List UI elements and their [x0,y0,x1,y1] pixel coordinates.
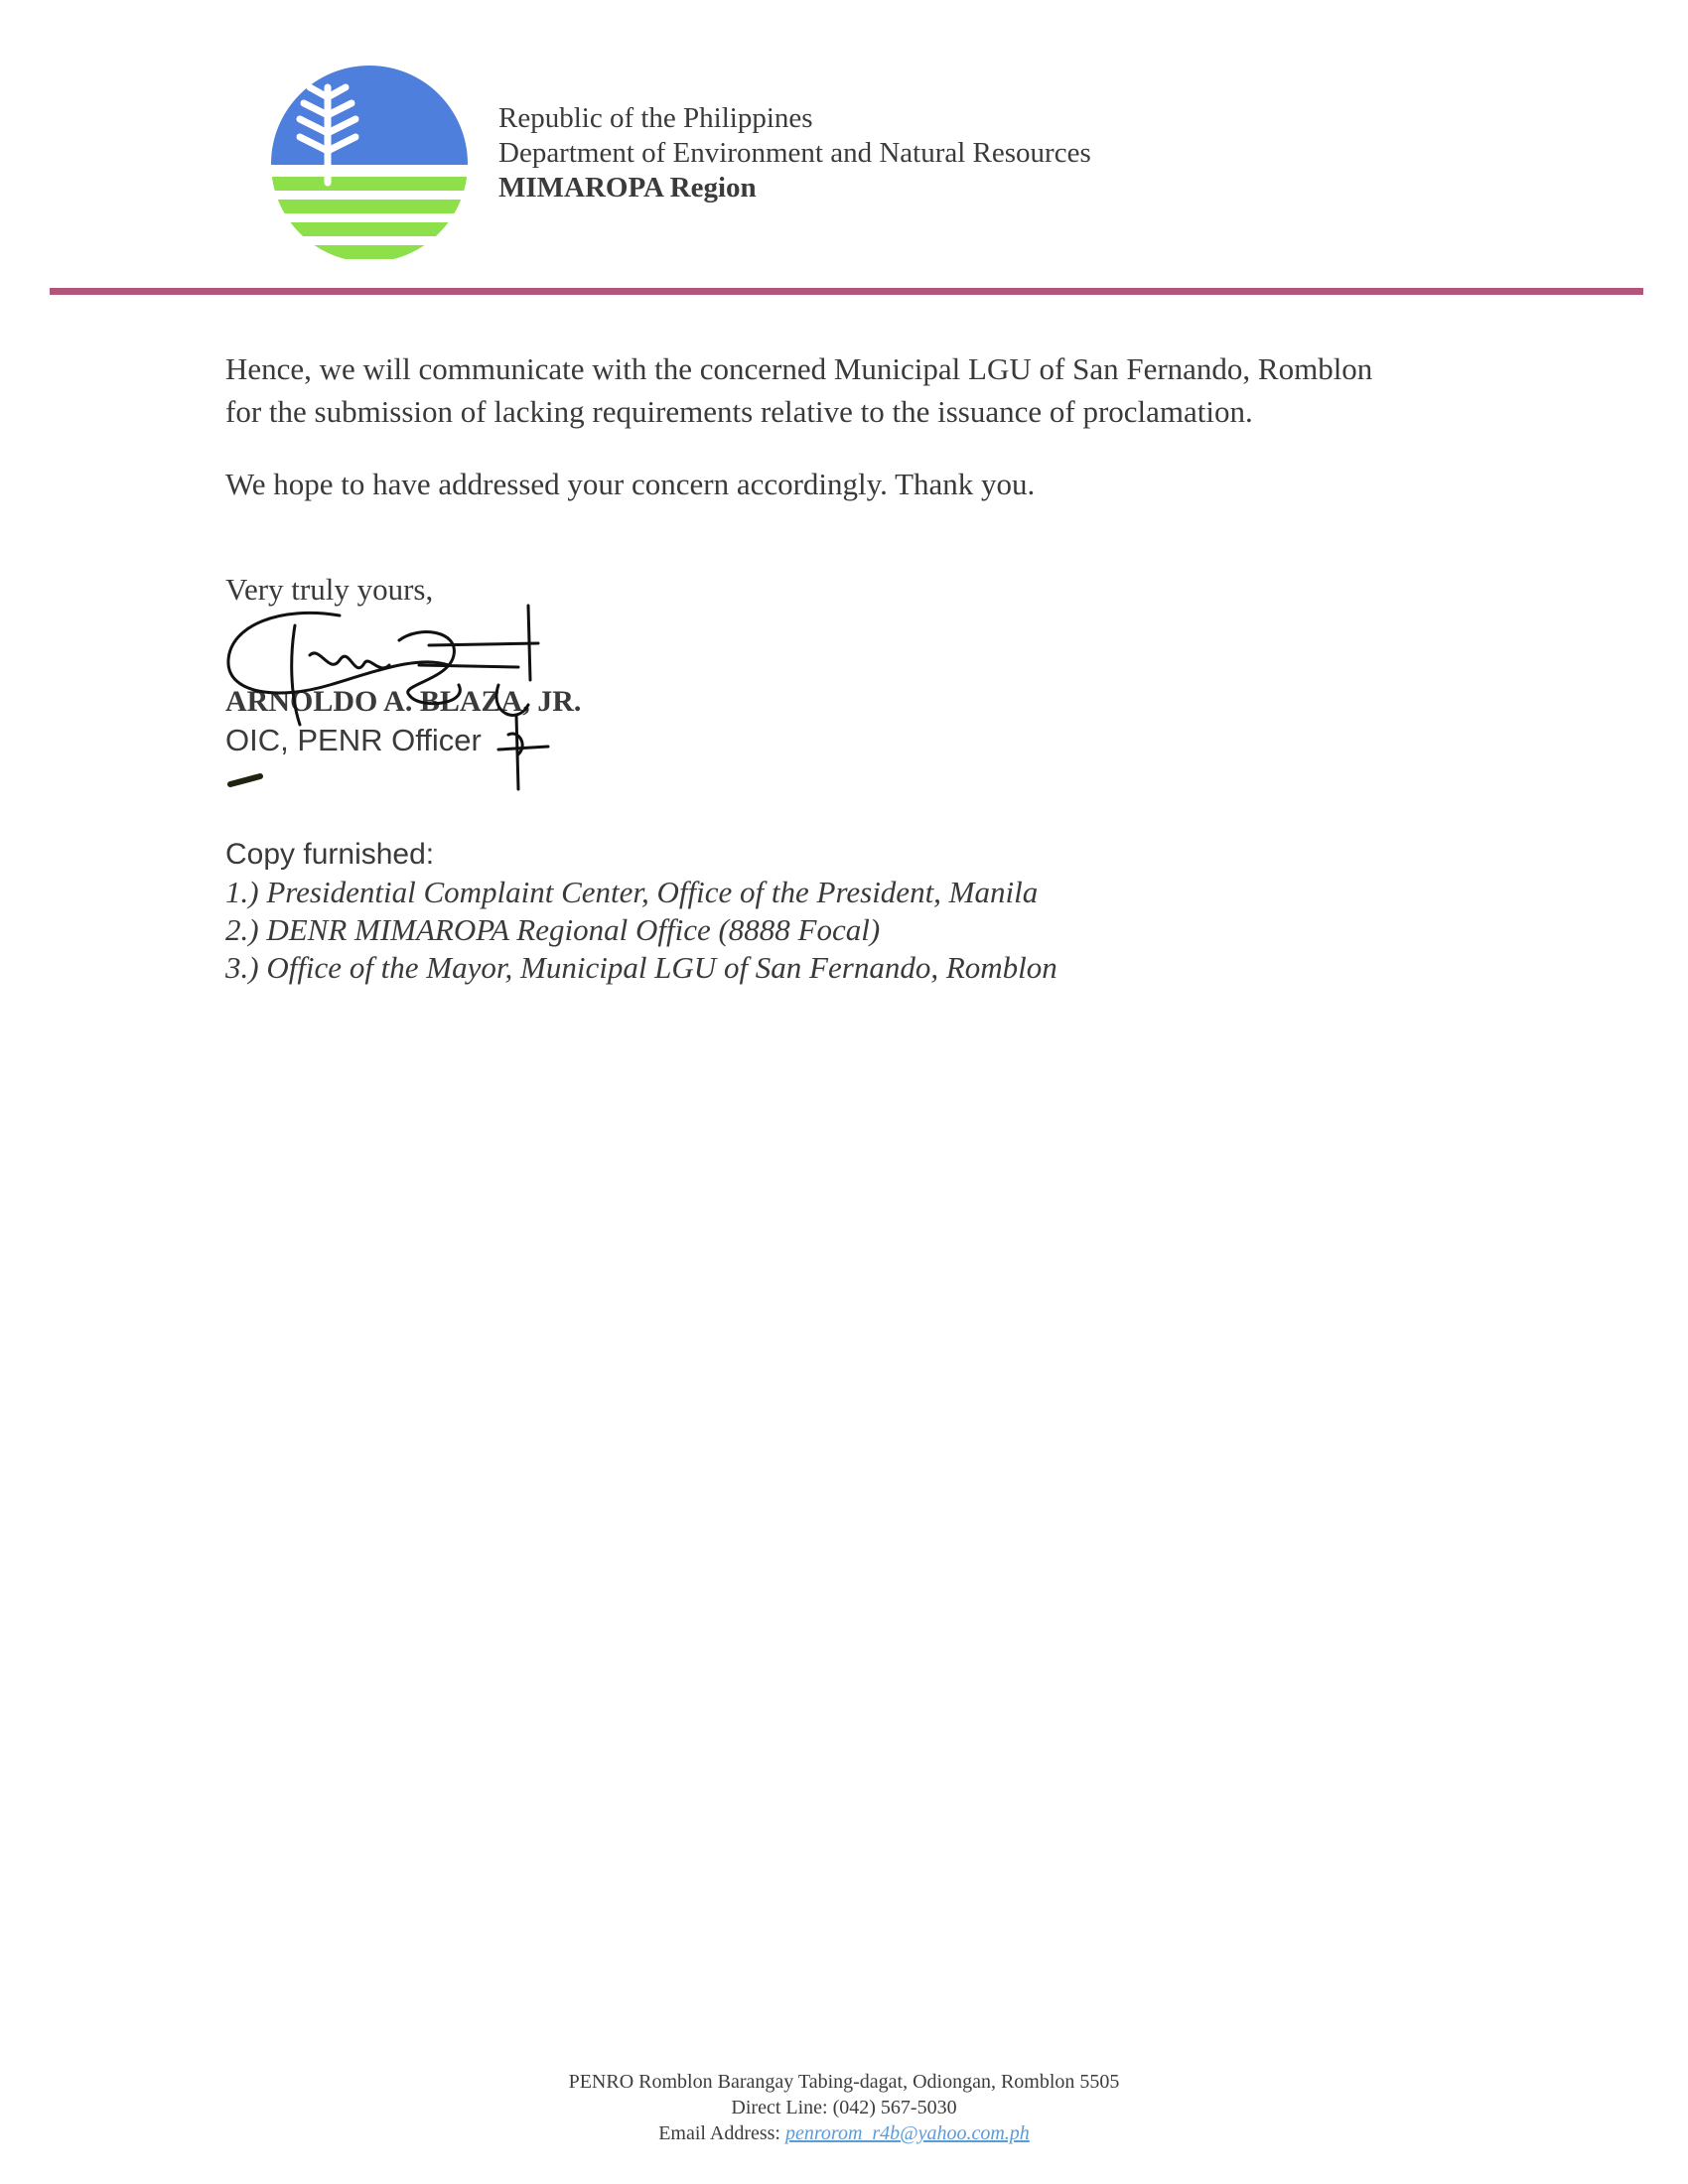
denr-logo [266,66,473,262]
paragraph-1-line-1: Hence, we will communicate with the concerned Municipal LGU of San Fernando, Romblon [225,351,1373,386]
footer [0,2069,1688,2146]
letterhead-region: MIMAROPA Region [498,172,757,204]
footer-email-label: Email Address: [658,2122,785,2144]
signer-title: OIC, PENR Officer [225,723,482,757]
footer-phone: Direct Line: (042) 567-5030 [731,2097,957,2118]
copy-furnished [225,836,1057,987]
letterhead-country: Republic of the Philippines [498,102,813,134]
footer-email-link[interactable]: penrorom_r4b@yahoo.com.ph [784,2122,1030,2144]
paragraph-1-line-2: for the submission of lacking requirements relative to the issuance of proclamation. [225,394,1253,429]
copy-furnished-item: 2.) DENR MIMAROPA Regional Office (8888 Focal) [225,912,881,947]
footer-address: PENRO Romblon Barangay Tabing-dagat, Odiongan, Romblon 5505 [568,2071,1120,2093]
handwritten-signature [220,586,578,804]
copy-furnished-item: 1.) Presidential Complaint Center, Office of the President, Manila [225,875,1039,909]
letterhead-department: Department of Environment and Natural Resources [498,137,1091,169]
closing-salutation: Very truly yours, [225,572,434,607]
signer-name: ARNOLDO A. BLAZA, JR. [225,685,582,718]
footer-email-line [0,2120,1688,2146]
body-paragraph-1 [225,347,1496,433]
body-paragraph-2: We hope to have addressed your concern accordingly. Thank you. [225,467,1036,501]
copy-furnished-item: 3.) Office of the Mayor, Municipal LGU of San Fernando, Romblon [225,950,1057,985]
letterhead [498,101,1091,205]
copy-furnished-title: Copy furnished: [225,838,435,871]
header-divider [50,288,1643,295]
